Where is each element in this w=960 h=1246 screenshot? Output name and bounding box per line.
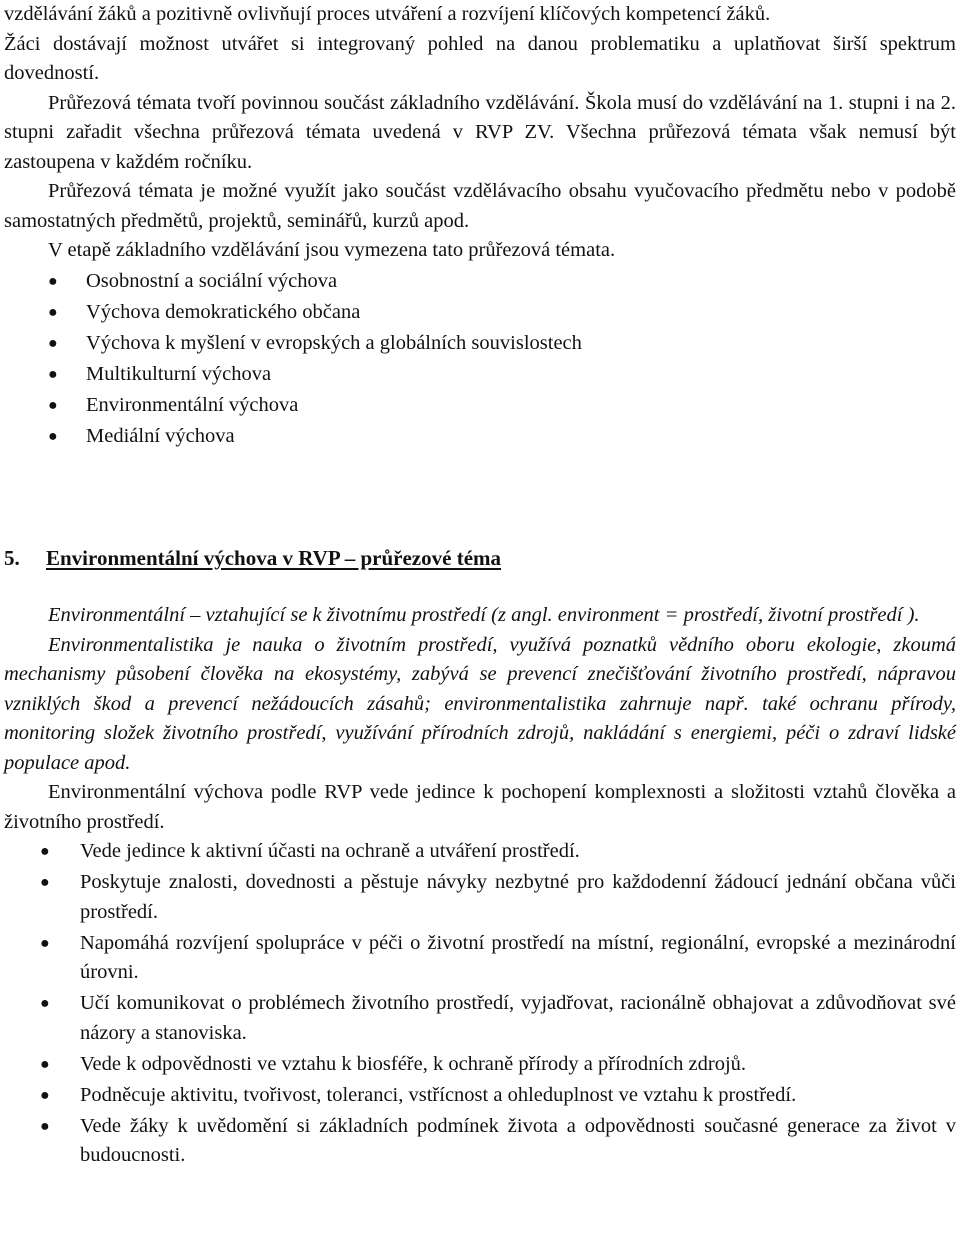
intro-line-1: vzdělávání žáků a pozitivně ovlivňují proces utváření a rozvíjení klíčových kompetencí žáků. xyxy=(4,3,771,25)
list-item: ● Mediální výchova xyxy=(4,421,956,452)
list-item: ● Učí komunikovat o problémech životního prostředí, vyjadřovat, racionálně obhajovat a zdůvodňovat své názory a stanoviska. xyxy=(4,989,956,1048)
list-item: ● Osobnostní a sociální výchova xyxy=(4,266,956,297)
bullet-icon: ● xyxy=(48,272,58,290)
list-item: ● Výchova demokratického občana xyxy=(4,297,956,328)
list-item: ● Multikulturní výchova xyxy=(4,359,956,390)
list-item: ● Podněcuje aktivitu, tvořivost, toleranci, vstřícnost a ohleduplnost ve vztahu k prostředí. xyxy=(4,1081,956,1111)
rvp-intro-paragraph: Environmentální výchova podle RVP vede jedince k pochopení komplexnosti a složitosti vztahů člověka a životního prostředí. xyxy=(4,781,956,833)
paragraph-themes-intro: V etapě základního vzdělávání jsou vymezena tato průřezová témata. xyxy=(48,239,616,261)
list-item: ● Poskytuje znalosti, dovednosti a pěstuje návyky nezbytné pro každodenní žádoucí jednání občana vůči prostředí. xyxy=(4,868,956,927)
bullet-icon: ● xyxy=(48,334,58,352)
environmentalistika-paragraph: Environmentalistika je nauka o životním prostředí, využívá poznatků vědního oboru ekologie, zkoumá mechanismy působení člověka na ekosystémy, zabývá se prevencí znečišťování životního prostředí, nápravou vzniklých škod a prevencí nežádoucích zásahů; environmentalistika zahrnuje např. také ochranu přírody, monitoring složek životního prostředí, využívání přírodních zdrojů, nakládání s energiemi, péči o zdraví lidské populace apod. xyxy=(4,633,956,774)
bullet-icon: ● xyxy=(48,427,58,445)
goals-list xyxy=(4,837,956,1171)
paragraph-usage: Průřezová témata je možné využít jako součást vzdělávacího obsahu vyučovacího předmětu nebo v podobě samostatných předmětů, projektů, seminářů, kurzů apod. xyxy=(4,180,956,232)
list-item: ● Vede jedince k aktivní účasti na ochraně a utváření prostředí. xyxy=(4,837,956,867)
bullet-icon: ● xyxy=(40,1086,50,1104)
document-page xyxy=(4,0,956,1172)
bullet-icon: ● xyxy=(48,303,58,321)
bullet-icon: ● xyxy=(40,843,50,860)
list-item: ● Environmentální výchova xyxy=(4,390,956,421)
intro-line-2: Žáci dostávají možnost utvářet si integrovaný pohled na danou problematiku a uplatňovat širší spektrum dovedností. xyxy=(4,32,956,84)
definition-paragraph: Environmentální – vztahující se k životnímu prostředí (z angl. environment = prostředí, životní prostředí ). xyxy=(48,604,920,626)
bullet-icon: ● xyxy=(40,1117,50,1135)
section-heading xyxy=(4,544,956,574)
list-item: ● Vede žáky k uvědomění si základních podmínek života a odpovědnosti současné generace za život v budoucnosti. xyxy=(4,1112,956,1171)
bullet-icon: ● xyxy=(48,396,58,414)
paragraph-mandatory: Průřezová témata tvoří povinnou součást základního vzdělávání. Škola musí do vzdělávání na 1. stupni i na 2. stupni zařadit všechna průřezová témata uvedená v RVP ZV. Všechna průřezová témata však nemusí být zastoupena v každém ročníku. xyxy=(4,91,956,173)
list-item: ● Napomáhá rozvíjení spolupráce v péči o životní prostředí na místní, regionální, evropské a mezinárodní úrovni. xyxy=(4,929,956,988)
bullet-icon: ● xyxy=(48,365,58,383)
bullet-icon: ● xyxy=(40,995,50,1012)
bullet-icon: ● xyxy=(40,934,50,952)
bullet-icon: ● xyxy=(40,1055,50,1073)
bullet-icon: ● xyxy=(40,874,50,891)
section-title: Environmentální výchova v RVP – průřezové téma xyxy=(46,545,502,570)
themes-list xyxy=(4,266,956,452)
section-number: 5. xyxy=(4,545,20,570)
list-item: ● Vede k odpovědnosti ve vztahu k biosféře, k ochraně přírody a přírodních zdrojů. xyxy=(4,1050,956,1080)
list-item: ● Výchova k myšlení v evropských a globálních souvislostech xyxy=(4,328,956,359)
